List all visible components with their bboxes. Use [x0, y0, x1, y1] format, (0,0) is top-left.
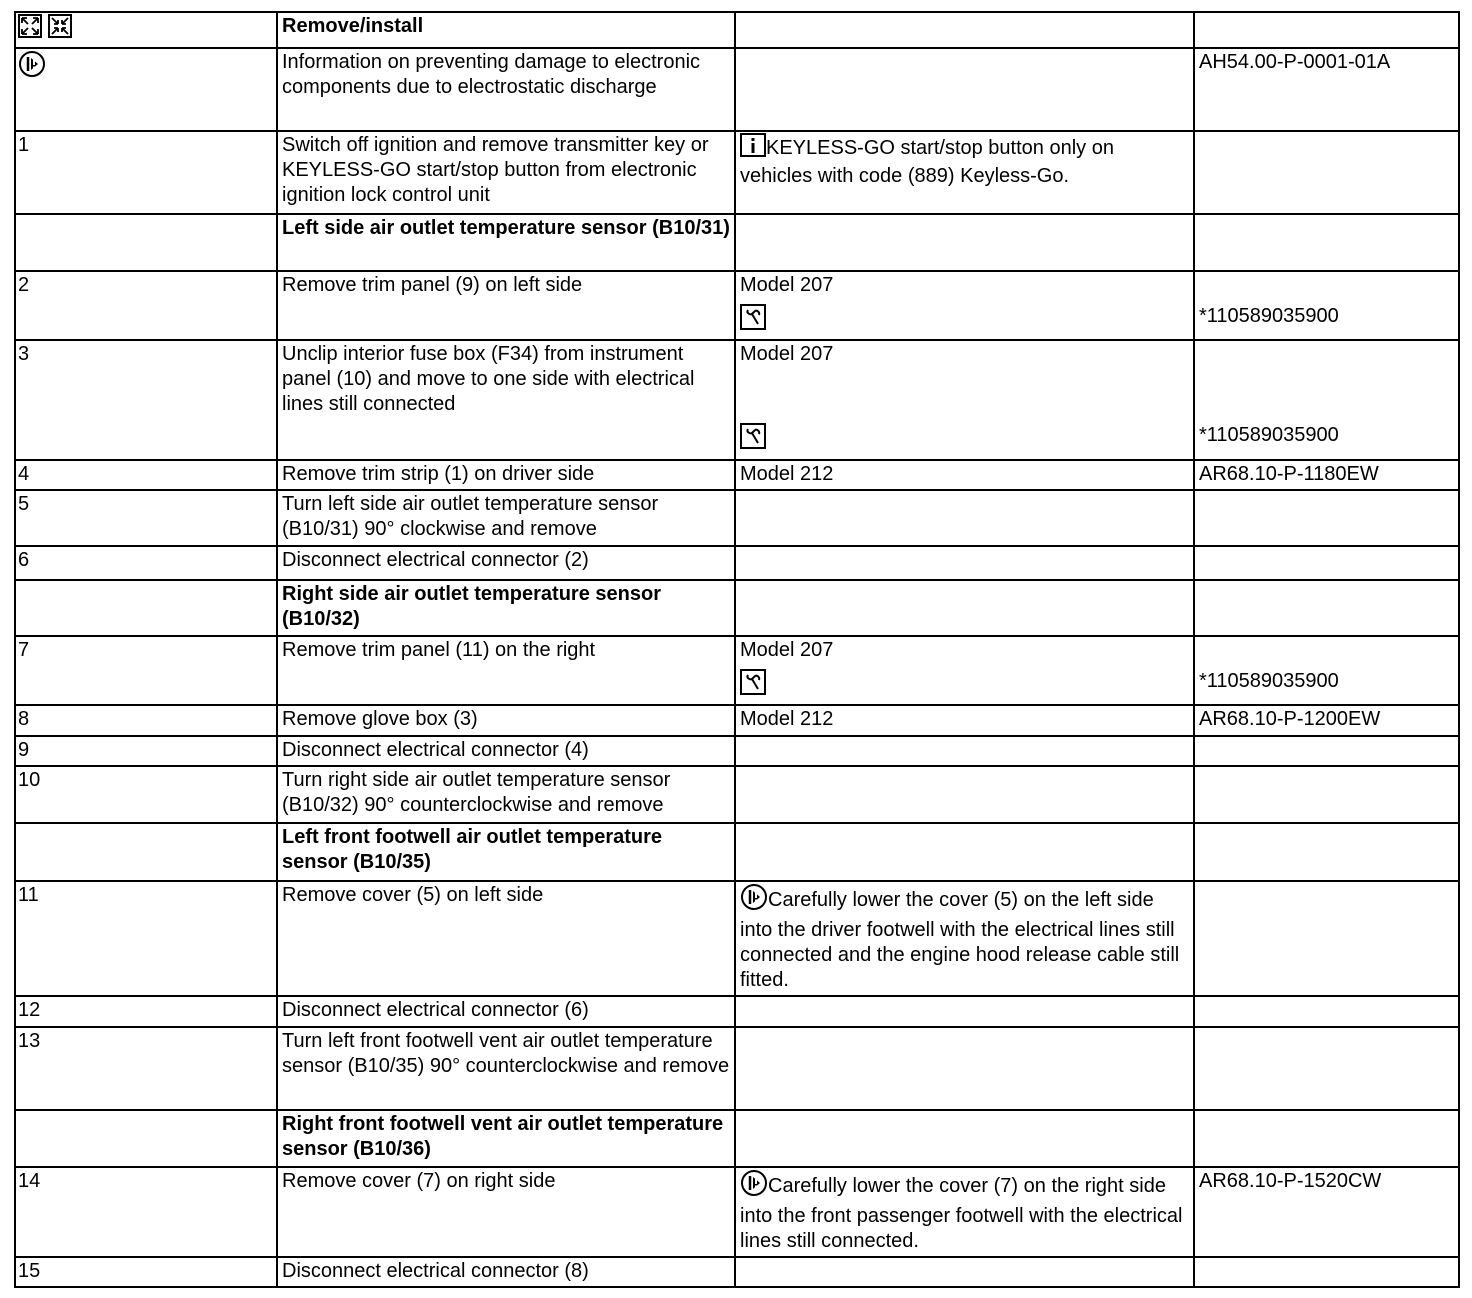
- step-reference: [1194, 580, 1459, 636]
- step-reference: [1194, 823, 1459, 881]
- step-reference: [1194, 131, 1459, 214]
- section-row: [15, 580, 1459, 636]
- step-note: [735, 636, 1194, 705]
- row-number: 10: [15, 766, 277, 823]
- step-note: [735, 131, 1194, 214]
- table-row: [15, 1027, 1459, 1110]
- row-number: 3: [15, 340, 277, 460]
- row-number: 12: [15, 996, 277, 1027]
- step-text: Remove trim panel (11) on the right: [277, 636, 735, 705]
- note-text: Model 207: [740, 343, 834, 365]
- step-reference: [1194, 1257, 1459, 1287]
- row-number: 7: [15, 636, 277, 705]
- table-row: [15, 131, 1459, 214]
- row-number: 5: [15, 490, 277, 546]
- note-text: KEYLESS-GO start/stop button only on vehicles with code (889) Keyless-Go.: [740, 136, 1114, 187]
- caution-icon: [740, 883, 768, 918]
- expand-icon[interactable]: [18, 14, 42, 45]
- step-note: [735, 881, 1194, 996]
- section-title: Left front footwell air outlet temperature sensor (B10/35): [277, 823, 735, 881]
- step-reference: [1194, 766, 1459, 823]
- step-note: [735, 1257, 1194, 1287]
- row-number: 1: [15, 131, 277, 214]
- reference-text[interactable]: *110589035900: [1199, 670, 1339, 692]
- table-row: [15, 48, 1459, 131]
- header-icons-cell: [15, 12, 277, 48]
- info-icon: [740, 133, 766, 164]
- caution-icon: [740, 1169, 768, 1204]
- step-text: Remove cover (5) on left side: [277, 881, 735, 996]
- step-note: [735, 580, 1194, 636]
- step-note: [735, 271, 1194, 340]
- section-title: Left side air outlet temperature sensor (B10/31): [277, 214, 735, 271]
- table-row: [15, 881, 1459, 996]
- section-title: Right front footwell vent air outlet temperature sensor (B10/36): [277, 1110, 735, 1167]
- row-number: 2: [15, 271, 277, 340]
- step-text: Turn right side air outlet temperature sensor (B10/32) 90° counterclockwise and remove: [277, 766, 735, 823]
- step-note: [735, 340, 1194, 460]
- table-row: [15, 636, 1459, 705]
- special-tool-icon: [740, 423, 766, 456]
- procedure-table: [14, 11, 1460, 1288]
- header-empty-cell: [735, 12, 1194, 48]
- step-text: Remove trim strip (1) on driver side: [277, 460, 735, 490]
- row-number: 13: [15, 1027, 277, 1110]
- row-number: 11: [15, 881, 277, 996]
- step-reference[interactable]: AR68.10-P-1520CW: [1194, 1167, 1459, 1257]
- section-title: Right side air outlet temperature sensor (B10/32): [277, 580, 735, 636]
- step-reference: [1194, 881, 1459, 996]
- table-row: [15, 705, 1459, 736]
- step-note: Model 212: [735, 705, 1194, 736]
- table-row: [15, 340, 1459, 460]
- row-number: [15, 48, 277, 131]
- step-note: [735, 214, 1194, 271]
- table-row: [15, 996, 1459, 1027]
- note-text: Carefully lower the cover (7) on the right side into the front passenger footwell with the electrical lines still connected.: [740, 1174, 1183, 1252]
- step-text: Information on preventing damage to electronic components due to electrostatic discharge: [277, 48, 735, 131]
- step-note: [735, 490, 1194, 546]
- reference-text[interactable]: *110589035900: [1199, 305, 1339, 327]
- row-number: [15, 214, 277, 271]
- special-tool-icon: [740, 304, 766, 337]
- table-row: [15, 1257, 1459, 1287]
- caution-icon: [18, 50, 46, 85]
- step-reference: [1194, 490, 1459, 546]
- step-reference: [1194, 1110, 1459, 1167]
- row-number: [15, 823, 277, 881]
- row-number: 14: [15, 1167, 277, 1257]
- step-note: [735, 1167, 1194, 1257]
- note-text: Model 207: [740, 274, 834, 296]
- header-title: Remove/install: [277, 12, 735, 48]
- step-text: Switch off ignition and remove transmitter key or KEYLESS-GO start/stop button from electronic ignition lock control unit: [277, 131, 735, 214]
- step-reference[interactable]: [1194, 636, 1459, 705]
- step-note: Model 212: [735, 460, 1194, 490]
- step-note: [735, 736, 1194, 766]
- section-row: [15, 1110, 1459, 1167]
- row-number: 9: [15, 736, 277, 766]
- row-number: 15: [15, 1257, 277, 1287]
- step-text: Remove glove box (3): [277, 705, 735, 736]
- step-note: [735, 1110, 1194, 1167]
- row-number: 6: [15, 546, 277, 580]
- step-note: [735, 48, 1194, 131]
- step-text: Turn left front footwell vent air outlet temperature sensor (B10/35) 90° counterclockwise and remove: [277, 1027, 735, 1110]
- section-row: [15, 214, 1459, 271]
- row-number: [15, 580, 277, 636]
- step-text: Remove cover (7) on right side: [277, 1167, 735, 1257]
- reference-text[interactable]: *110589035900: [1199, 424, 1339, 446]
- table-row: [15, 546, 1459, 580]
- step-text: Disconnect electrical connector (8): [277, 1257, 735, 1287]
- row-number: [15, 1110, 277, 1167]
- header-empty-cell: [1194, 12, 1459, 48]
- step-text: Remove trim panel (9) on left side: [277, 271, 735, 340]
- step-note: [735, 766, 1194, 823]
- section-row: [15, 823, 1459, 881]
- note-text: Model 207: [740, 639, 834, 661]
- step-reference[interactable]: AR68.10-P-1200EW: [1194, 705, 1459, 736]
- table-header-row: [15, 12, 1459, 48]
- special-tool-icon: [740, 669, 766, 702]
- row-number: 8: [15, 705, 277, 736]
- step-note: [735, 1027, 1194, 1110]
- step-reference: [1194, 546, 1459, 580]
- table-row: [15, 271, 1459, 340]
- table-row: [15, 490, 1459, 546]
- step-reference[interactable]: AH54.00-P-0001-01A: [1194, 48, 1459, 131]
- step-reference[interactable]: [1194, 271, 1459, 340]
- step-text: Disconnect electrical connector (2): [277, 546, 735, 580]
- step-text: Turn left side air outlet temperature sensor (B10/31) 90° clockwise and remove: [277, 490, 735, 546]
- step-note: [735, 823, 1194, 881]
- collapse-icon[interactable]: [48, 14, 72, 45]
- step-reference[interactable]: [1194, 340, 1459, 460]
- row-number: 4: [15, 460, 277, 490]
- step-text: Unclip interior fuse box (F34) from instrument panel (10) and move to one side with electrical lines still connected: [277, 340, 735, 460]
- table-row: [15, 1167, 1459, 1257]
- table-row: [15, 460, 1459, 490]
- table-row: [15, 736, 1459, 766]
- step-note: [735, 996, 1194, 1027]
- step-reference: [1194, 996, 1459, 1027]
- step-reference: [1194, 214, 1459, 271]
- step-reference[interactable]: AR68.10-P-1180EW: [1194, 460, 1459, 490]
- step-reference: [1194, 736, 1459, 766]
- note-text: Carefully lower the cover (5) on the left side into the driver footwell with the electrical lines still connected and the engine hood release cable still fitted.: [740, 888, 1180, 991]
- step-text: Disconnect electrical connector (4): [277, 736, 735, 766]
- step-text: Disconnect electrical connector (6): [277, 996, 735, 1027]
- step-reference: [1194, 1027, 1459, 1110]
- table-row: [15, 766, 1459, 823]
- step-note: [735, 546, 1194, 580]
